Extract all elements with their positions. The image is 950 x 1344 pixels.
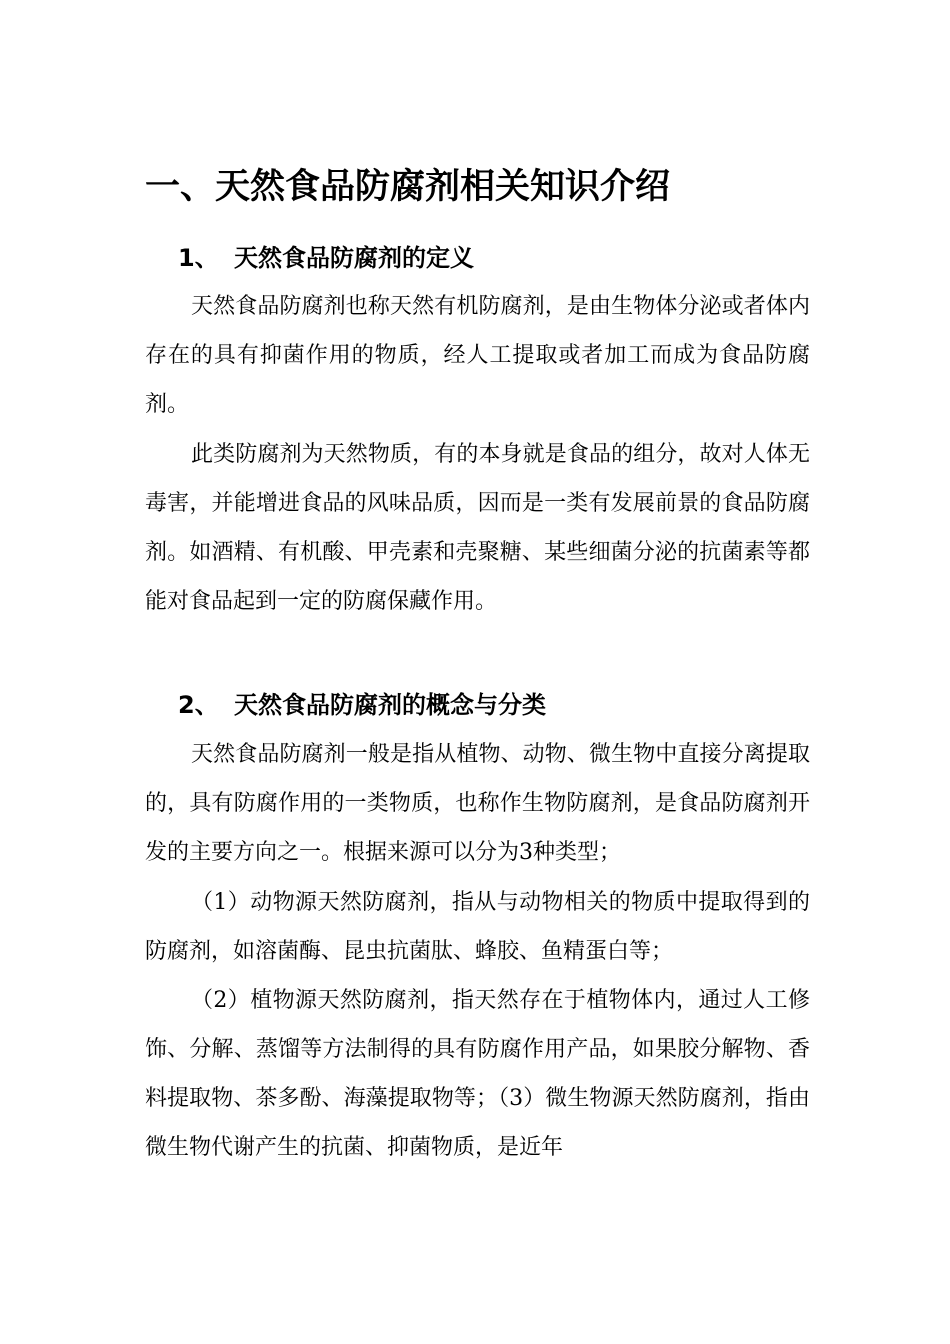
paragraph-concept: 天然食品防腐剂一般是指从植物、动物、微生物中直接分离提取的，具有防腐作用的一类物质，也称作生物防腐剂，是食品防腐剂开发的主要方向之一。根据来源可以分为3种类型； — [145, 742, 810, 865]
paragraph-animal-source: （1）动物源天然防腐剂，指从与动物相关的物质中提取得到的防腐剂，如溶菌酶、昆虫抗菌肽、蜂胶、鱼精蛋白等； — [145, 890, 810, 964]
section-number: 1、 — [178, 244, 219, 272]
paragraph-description: 此类防腐剂为天然物质，有的本身就是食品的组分，故对人体无毒害，并能增进食品的风味品质，因而是一类有发展前景的食品防腐剂。如酒精、有机酸、甲壳素和壳聚糖、某些细菌分泌的抗菌素等都能对食品起到一定的防腐保藏作用。 — [145, 442, 810, 614]
page-title: 一、天然食品防腐剂相关知识介绍 — [145, 167, 671, 207]
section-heading-1 — [178, 241, 474, 275]
paragraph-definition: 天然食品防腐剂也称天然有机防腐剂，是由生物体分泌或者体内存在的具有抑菌作用的物质，经人工提取或者加工而成为食品防腐剂。 — [145, 294, 810, 417]
paragraph-plant-microbe-source: （2）植物源天然防腐剂，指天然存在于植物体内，通过人工修饰、分解、蒸馏等方法制得的具有防腐作用产品，如果胶分解物、香料提取物、茶多酚、海藻提取物等；（3）微生物源天然防腐剂，指由微生物代谢产生的抗菌、抑菌物质，是近年 — [145, 988, 810, 1160]
section-number: 2、 — [178, 691, 219, 719]
section-title: 天然食品防腐剂的定义 — [234, 244, 474, 272]
section-title: 天然食品防腐剂的概念与分类 — [234, 691, 546, 719]
section-heading-2 — [178, 688, 546, 722]
